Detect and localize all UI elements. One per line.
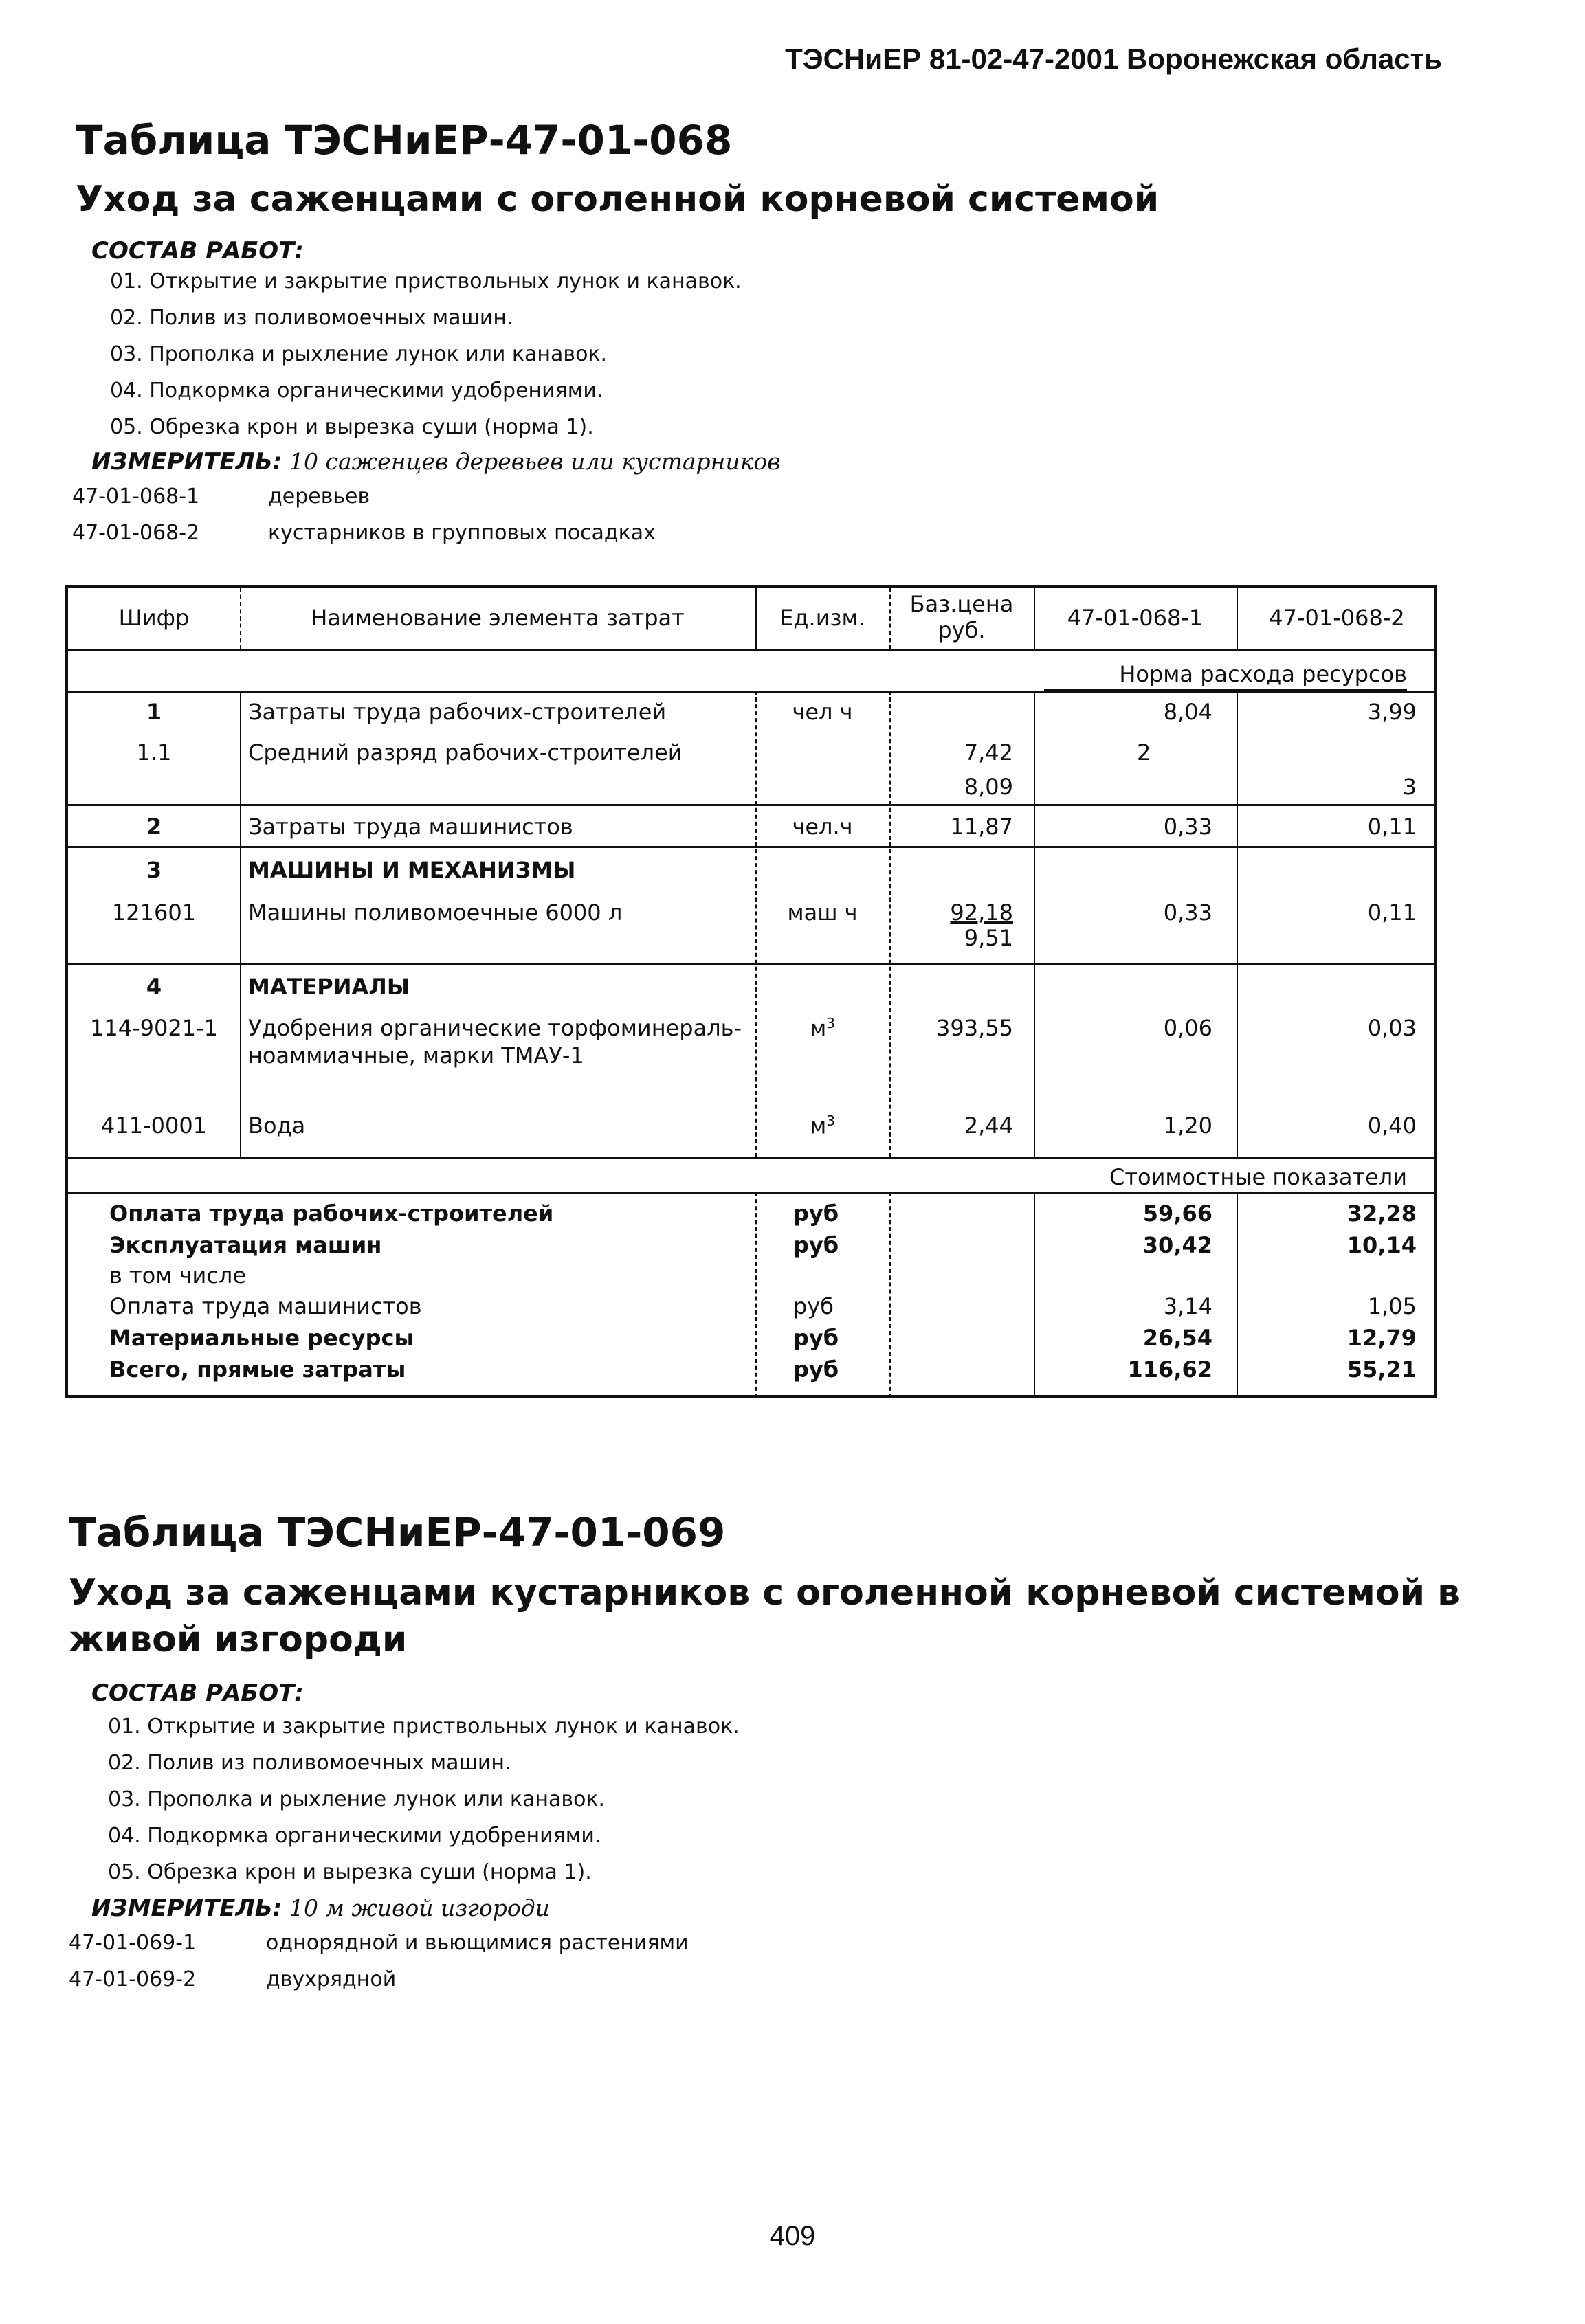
table2-code-desc: однорядной и вьющимися растениями <box>266 1931 689 1955</box>
table2-subtitle-continued: живой изгороди <box>69 1619 408 1660</box>
row-value-2: 3,99 <box>1367 699 1417 725</box>
cost-name: Оплата труда рабочих-строителей <box>109 1200 554 1227</box>
cost-value-2: 1,05 <box>1367 1293 1417 1319</box>
row-name-continued: ноаммиачные, марки ТМАУ-1 <box>248 1042 584 1069</box>
table1-measure-value: 10 саженцев деревьев или кустарников <box>289 448 781 475</box>
table1-work-item: 02. Полив из поливомоечных машин. <box>110 306 513 330</box>
table1-work-item: 01. Открытие и закрытие приствольных лунок и канавок. <box>110 269 742 293</box>
table-rule <box>68 1192 1434 1194</box>
table-rule <box>1044 689 1407 691</box>
row-unit: чел ч <box>792 699 853 725</box>
row-value-2: 0,03 <box>1367 1015 1417 1041</box>
cost-unit: руб <box>793 1200 839 1227</box>
table1-measure <box>91 448 780 476</box>
row-unit: $м^3$ <box>810 1015 835 1042</box>
column-header-name: Наименование элемента затрат <box>311 605 685 631</box>
row-code: 411-0001 <box>100 1113 208 1139</box>
cost-unit: руб <box>793 1325 839 1351</box>
cost-section-label: Стоимостные показатели <box>1109 1164 1407 1190</box>
table1-subtitle: Уход за саженцами с оголенной корневой системой <box>76 179 1160 220</box>
row-value-1: 1,20 <box>1163 1113 1212 1139</box>
row-unit: чел.ч <box>792 814 853 840</box>
table1-code: 47-01-068-2 <box>72 521 200 545</box>
cost-value-2: 12,79 <box>1346 1325 1417 1351</box>
column-header-variant-2: 47-01-068-2 <box>1269 605 1405 631</box>
row-value-1: 8,04 <box>1163 699 1212 725</box>
column-header-code: Шифр <box>118 605 190 631</box>
norm-section-label: Норма расхода ресурсов <box>1119 661 1407 687</box>
row-code: 1 <box>146 699 162 725</box>
table2-work-item: 05. Обрезка крон и вырезка суши (норма 1). <box>108 1860 592 1884</box>
row-unit: $м^3$ <box>810 1113 835 1139</box>
column-header-price: Баз.цена <box>909 591 1014 617</box>
table1-measure-label: ИЗМЕРИТЕЛЬ: <box>91 448 282 476</box>
table1-code: 47-01-068-1 <box>72 484 200 509</box>
row-name: Затраты труда рабочих-строителей <box>248 699 667 725</box>
cost-value-1: 3,14 <box>1163 1293 1212 1319</box>
table-rule <box>889 1192 891 1398</box>
row-value-2: 3 <box>1402 774 1417 800</box>
table2-work-item: 02. Полив из поливомоечных машин. <box>108 1751 511 1775</box>
table1-code-desc: деревьев <box>268 484 370 509</box>
row-name: Вода <box>248 1113 306 1139</box>
row-value-1: 0,33 <box>1163 900 1212 926</box>
table2-work-item: 03. Прополка и рыхление лунок или канавок. <box>108 1787 606 1811</box>
table2-subtitle: Уход за саженцами кустарников с оголенной корневой системой в <box>69 1572 1461 1613</box>
table2-composition-label: СОСТАВ РАБОТ: <box>91 1679 304 1707</box>
row-section-name: МАТЕРИАЛЫ <box>248 974 410 1000</box>
cost-name: Материальные ресурсы <box>109 1325 414 1351</box>
table-rule <box>68 691 1434 693</box>
row-unit: маш ч <box>787 900 858 926</box>
cost-unit: руб <box>793 1293 834 1319</box>
row-name: Затраты труда машинистов <box>248 814 573 840</box>
cost-value-1: 59,66 <box>1142 1200 1212 1227</box>
cost-unit: руб <box>793 1356 839 1383</box>
cost-value-2: 55,21 <box>1346 1356 1417 1383</box>
row-name: Удобрения органические торфоминераль- <box>248 1015 742 1041</box>
cost-value-1: 116,62 <box>1127 1356 1212 1383</box>
cost-name: Всего, прямые затраты <box>109 1356 406 1383</box>
row-price: 92,18 <box>950 900 1013 926</box>
table2-work-item: 04. Подкормка органическими удобрениями. <box>108 1824 601 1848</box>
table-rule <box>240 691 241 1157</box>
table1-code-desc: кустарников в групповых посадках <box>268 521 656 545</box>
cost-value-2: 32,28 <box>1346 1200 1417 1227</box>
table-rule <box>68 804 1434 806</box>
resource-table <box>65 585 1437 1398</box>
row-section-name: МАШИНЫ И МЕХАНИЗМЫ <box>248 857 576 883</box>
table2-measure <box>91 1895 550 1922</box>
row-code: 1.1 <box>136 739 172 766</box>
row-price: 2,44 <box>964 1113 1013 1139</box>
table2-work-item: 01. Открытие и закрытие приствольных лунок и канавок. <box>108 1714 740 1739</box>
table-rule <box>68 649 1434 651</box>
cost-name: Оплата труда машинистов <box>109 1293 422 1319</box>
table-rule <box>68 963 1434 965</box>
table2-code: 47-01-069-1 <box>69 1931 197 1955</box>
table2-measure-value: 10 м живой изгороди <box>289 1895 550 1921</box>
row-code: 2 <box>146 814 162 840</box>
table2-measure-label: ИЗМЕРИТЕЛЬ: <box>91 1895 282 1922</box>
row-value-2: 0,11 <box>1367 814 1417 840</box>
row-code: 3 <box>146 857 162 883</box>
table1-work-item: 05. Обрезка крон и вырезка суши (норма 1). <box>110 415 594 439</box>
cost-unit: руб <box>793 1232 839 1258</box>
row-code: 121601 <box>111 900 197 926</box>
column-header-price-unit: руб. <box>938 617 986 643</box>
table1-work-item: 04. Подкормка органическими удобрениями. <box>110 379 603 403</box>
row-code: 114-9021-1 <box>90 1015 218 1041</box>
table-rule <box>68 846 1434 848</box>
row-price: 9,51 <box>964 925 1013 951</box>
cost-value-1: 26,54 <box>1142 1325 1212 1351</box>
row-price: 11,87 <box>950 814 1013 840</box>
row-value-1: 0,06 <box>1163 1015 1212 1041</box>
column-header-unit: Ед.изм. <box>779 605 865 631</box>
table1-composition-label: СОСТАВ РАБОТ: <box>91 237 304 265</box>
table2-code: 47-01-069-2 <box>69 1967 197 1991</box>
cost-name: в том числе <box>109 1262 246 1288</box>
row-price: 7,42 <box>964 739 1013 766</box>
row-value-2: 0,11 <box>1367 900 1417 926</box>
row-value-1: 0,33 <box>1163 814 1212 840</box>
row-value-2: 0,40 <box>1367 1113 1417 1139</box>
row-name: Средний разряд рабочих-строителей <box>248 739 683 766</box>
table1-title: Таблица ТЭСНиЕР-47-01-068 <box>76 117 733 164</box>
page-number: 409 <box>769 2221 816 2251</box>
table-rule <box>755 1192 757 1398</box>
row-code: 4 <box>146 974 162 1000</box>
table1-work-item: 03. Прополка и рыхление лунок или канавок. <box>110 342 608 366</box>
cost-value-1: 30,42 <box>1142 1232 1212 1258</box>
unit-superscript: 3 <box>826 1113 835 1129</box>
row-price: 393,55 <box>936 1015 1013 1041</box>
table-rule <box>68 1157 1434 1159</box>
unit-superscript: 3 <box>826 1015 835 1031</box>
table2-title: Таблица ТЭСНиЕР-47-01-069 <box>69 1509 726 1556</box>
row-name: Машины поливомоечные 6000 л <box>248 900 623 926</box>
column-header-variant-1: 47-01-068-1 <box>1067 605 1204 631</box>
row-price: 8,09 <box>964 774 1013 800</box>
cost-name: Эксплуатация машин <box>109 1232 382 1258</box>
cost-value-2: 10,14 <box>1346 1232 1417 1258</box>
document-header: ТЭСНиЕР 81-02-47-2001 Воронежская область <box>785 43 1442 75</box>
table2-code-desc: двухрядной <box>266 1967 397 1991</box>
row-value-1: 2 <box>1137 739 1151 766</box>
